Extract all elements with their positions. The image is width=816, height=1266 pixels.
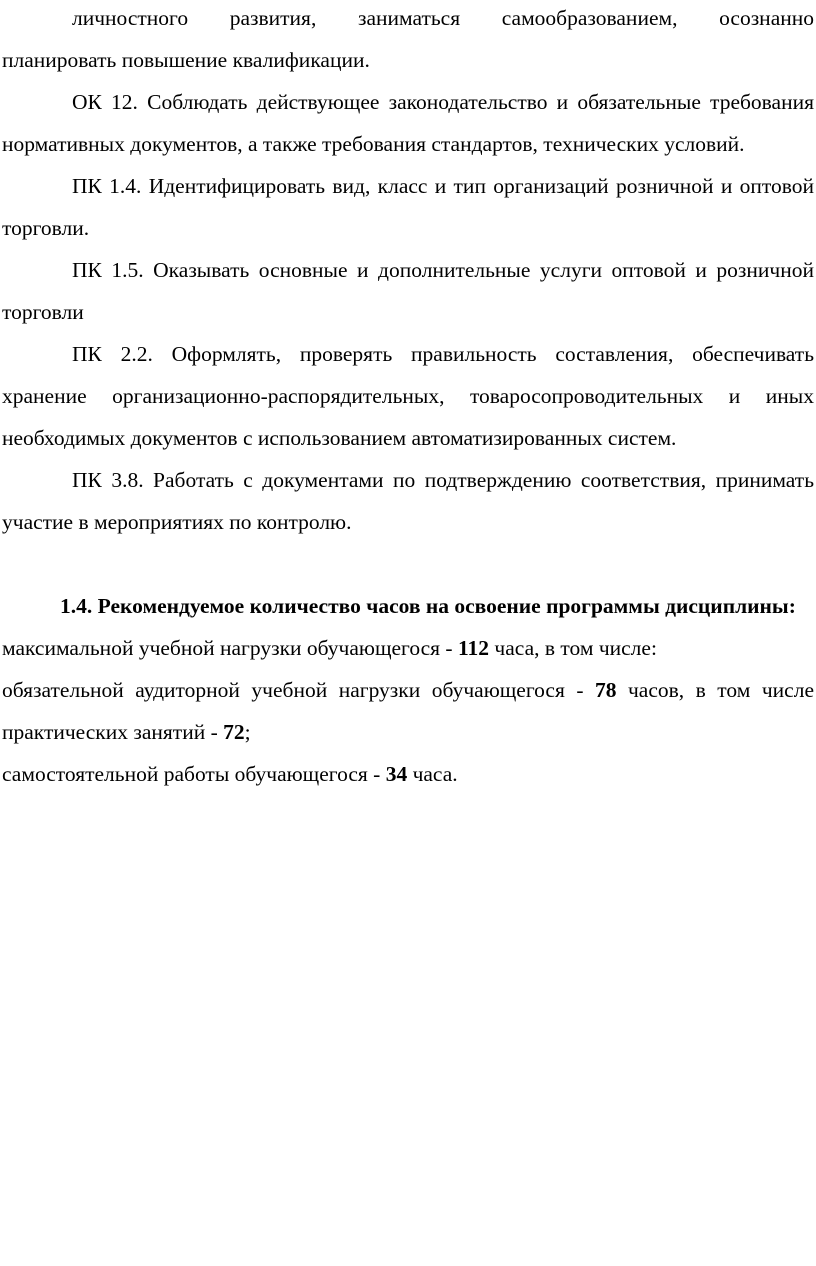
paragraph-pk22: ПК 2.2. Оформлять, проверять правильность составления, обеспечивать хранение организационно-распорядительных, товаросопроводительных и иных необходимых документов с использованием автоматизированных систем.: [2, 342, 814, 450]
auditory-load-prefix: обязательной аудиторной учебной нагрузки обучающегося -: [2, 678, 595, 702]
section-heading: 1.4. Рекомендуемое количество часов на освоение программы дисциплины:: [60, 594, 796, 618]
max-load-line: [2, 627, 814, 669]
practice-value: 72: [223, 720, 245, 744]
self-work-prefix: самостоятельной работы обучающегося -: [2, 762, 386, 786]
self-work-suffix: часа.: [407, 762, 458, 786]
max-load-suffix: часа, в том числе:: [489, 636, 657, 660]
self-work-value: 34: [385, 762, 408, 786]
paragraph-continuation-line1: личностного развития, заниматься самообразованием, осознанно: [72, 6, 814, 30]
paragraph-pk38: ПК 3.8. Работать с документами по подтверждению соответствия, принимать участие в мероприятиях по контролю.: [2, 468, 814, 534]
paragraph-ok12: ОК 12. Соблюдать действующее законодательство и обязательные требования нормативных документов, а также требования стандартов, технических условий.: [2, 90, 814, 156]
self-work-line: [2, 753, 814, 795]
paragraph-continuation: [2, 0, 814, 81]
practice-suffix: ;: [244, 720, 251, 744]
auditory-load-suffix: часов, в том числе практических занятий -: [2, 678, 814, 744]
paragraph-pk14: ПК 1.4. Идентифицировать вид, класс и тип организаций розничной и оптовой торговли.: [2, 174, 814, 240]
max-load-prefix: максимальной учебной нагрузки обучающегося -: [2, 636, 458, 660]
paragraph-continuation-line2: планировать повышение квалификации.: [2, 48, 370, 72]
auditory-load-value: 78: [595, 678, 617, 702]
auditory-load-line: [2, 669, 814, 753]
max-load-value: 112: [457, 636, 490, 660]
paragraph-pk15: ПК 1.5. Оказывать основные и дополнительные услуги оптовой и розничной торговли: [2, 258, 814, 324]
